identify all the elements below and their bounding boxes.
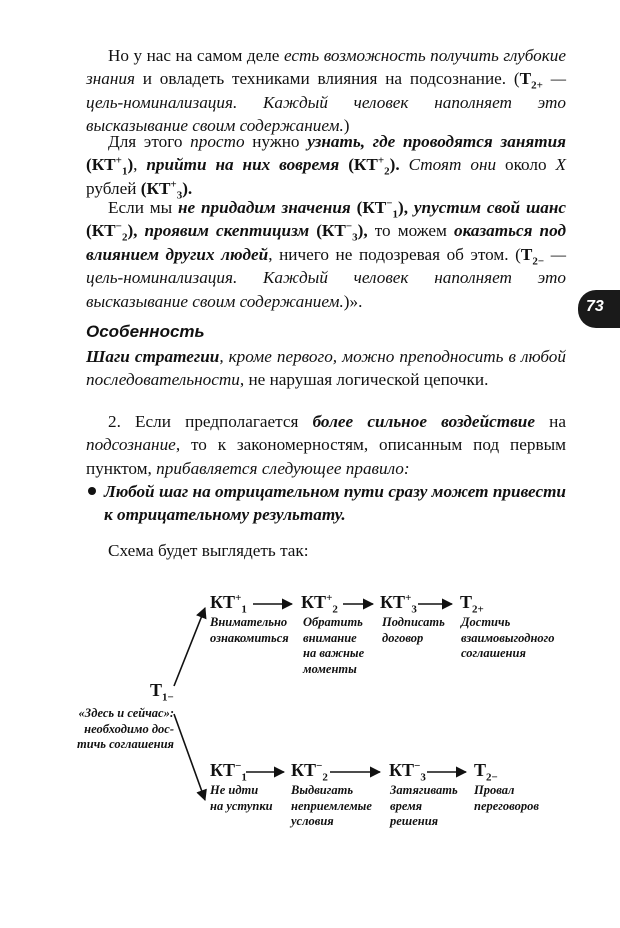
p5-strong-effect: более сильное воздействие	[312, 412, 535, 431]
start-node: $T_{1-}$	[150, 680, 174, 704]
paragraph-3: Если мы не придадим значения $(КТ^-_1)$, упустим свой шанс $(КТ^-_2)$, проявим скептицизм $(КТ^-_3)$, то можем оказаться под влиянием других людей, ничего не подозревая об этом. ($T_{2-}$ — цель-номинализация. Каждый человек наполняет это высказывание своим содержанием.)».	[86, 197, 567, 311]
neg-node-3: $КТ^-_3$	[389, 760, 426, 784]
pos-caption-1: Внимательно ознакомиться	[210, 615, 289, 645]
p1-goal-symbol: T	[519, 69, 532, 89]
p2-kt1: $(КТ^+_1)$	[86, 154, 134, 178]
neg-node-1: $КТ^-_1$	[210, 760, 247, 784]
p1-emphasis: есть возможность получить глубокие знания	[86, 46, 567, 89]
pos-caption-3: Подписать договор	[382, 615, 445, 645]
p4-italic: , кроме первого, можно преподносить в любой последовательности	[86, 347, 566, 390]
p5-rule-intro: прибавляется следующее правило:	[156, 458, 410, 478]
p3-neg-step-1: не придадим значения	[178, 198, 351, 217]
p2-kt2: $(КТ^+_2)$.	[348, 154, 400, 178]
pos-caption-4: Достичь взаимовыгодного соглашения	[461, 615, 555, 660]
p2-step-2: прийти на них вовремя	[146, 155, 340, 175]
p2-price-var: X	[555, 155, 566, 175]
neg-caption-1: Не идти на уступки	[210, 783, 273, 813]
neg-node-4: $T_{2-}$	[474, 760, 498, 784]
scheme-intro-text: Схема будет выглядеть так:	[108, 541, 309, 560]
section-heading: Особенность	[86, 322, 205, 341]
branch-down-arrow	[174, 714, 205, 800]
pos-node-4: $T_{2+}$	[460, 592, 484, 616]
p2-kt3: $(КТ^+_3)$.	[140, 178, 193, 202]
pos-node-2: $КТ^+_2$	[301, 592, 338, 616]
p3-goal-note: — цель-номинализация. Каждый человек наполняет это высказывание своим содержанием.	[86, 244, 566, 311]
neg-caption-3: Затягивать время решения	[390, 783, 458, 828]
bullet-text: Любой шаг на отрицательном пути сразу может привести к отрицательному результату.	[104, 482, 566, 525]
branch-up-arrow	[174, 608, 205, 686]
p3-influence: оказаться под влиянием других людей	[86, 221, 566, 264]
p3-kt1: $(КТ^-_1)$,	[356, 197, 409, 221]
p3-neg-step-2: упустим свой шанс	[413, 198, 567, 217]
p2-text: Для этого	[108, 132, 191, 151]
pos-caption-2: Обратить внимание на важные моменты	[303, 615, 365, 676]
pos-node-1: $КТ^+_1$	[210, 592, 247, 616]
p1-goal-note: — цель-номинализация. Каждый человек наполняет это высказывание своим содержанием.	[86, 69, 566, 136]
paragraph-2: Для этого просто нужно узнать, где проводятся занятия $(КТ^+_1)$, прийти на них вовремя $(КТ^+_2)$. Стоят они около X рублей $(КТ^+_3)$.	[86, 132, 566, 202]
p2-text-2: нужно	[244, 132, 308, 151]
p1-text: Но у нас на самом деле	[108, 46, 284, 65]
p3-neg-step-3: проявим скептицизм	[144, 221, 310, 241]
p2-italic: просто	[190, 132, 245, 151]
pos-node-3: $КТ^+_3$	[380, 592, 417, 616]
paragraph-4: Шаги стратегии, кроме первого, можно преподносить в любой последовательности, не нарушая логической цепочки.	[86, 347, 566, 390]
p4-strategy-steps: Шаги стратегии	[86, 347, 220, 366]
p1-text-2: и овладеть техниками влияния на подсознание. (	[134, 69, 520, 89]
page-number: 73	[586, 298, 604, 315]
p5-subconscious: подсознание	[86, 435, 176, 455]
p3-kt3: $(КТ^-_3)$,	[316, 220, 368, 244]
start-caption: «Здесь и сейчас»: необходимо дос- тичь соглашения	[77, 706, 174, 751]
p1-close: )	[343, 116, 350, 136]
paragraph-5: 2. Если предполагается более сильное воздействие на подсознание, то к закономерностям, описанным под первым пунктом, прибавляется следующее правило:	[86, 412, 566, 478]
neg-caption-2: Выдвигать неприемлемые условия	[291, 783, 372, 828]
neg-node-2: $КТ^-_2$	[291, 760, 328, 784]
neg-caption-4: Провал переговоров	[474, 783, 539, 813]
p1-goal-sub: 2+	[531, 79, 543, 92]
p2-step-1: узнать, где проводятся занятия	[307, 132, 566, 151]
p3-kt2: $(КТ^-_2)$,	[86, 220, 138, 244]
p3-goal-symbol: T	[520, 244, 533, 264]
p2-step-3: Стоят они	[408, 155, 497, 175]
